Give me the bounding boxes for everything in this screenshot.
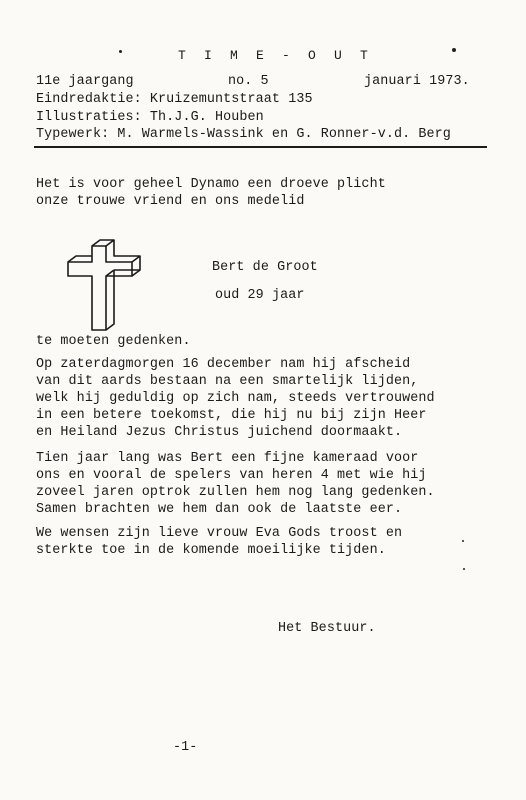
paragraph-line: sterkte toe in de komende moeilijke tijden. (36, 543, 386, 558)
paragraph-line: Op zaterdagmorgen 16 december nam hij afscheid (36, 357, 411, 372)
paragraph-line: in een betere toekomst, die hij nu bij zijn Heer (36, 408, 427, 423)
paragraph-line: zoveel jaren optrok zullen hem nog lang gedenken. (36, 485, 435, 500)
remembrance-line: te moeten gedenken. (36, 334, 191, 349)
intro-line: onze trouwe vriend en ons medelid (36, 194, 305, 209)
page-number: -1- (173, 740, 198, 755)
cross-icon (62, 236, 144, 336)
typing-credit: Typewerk: M. Warmels-Wassink en G. Ronner-v.d. Berg (36, 127, 451, 142)
paragraph-line: Samen brachten we hem dan ook de laatste eer. (36, 502, 403, 517)
ink-speck (452, 48, 456, 52)
issue-number: no. 5 (228, 74, 269, 89)
newsletter-title: T I M E - O U T (178, 48, 374, 63)
paragraph-line: en Heiland Jezus Christus juichend doormaakt. (36, 425, 403, 440)
paragraph-line: ons en vooral de spelers van heren 4 met wie hij (36, 468, 427, 483)
signature: Het Bestuur. (278, 621, 376, 636)
paragraph-line: Tien jaar lang was Bert een fijne kameraad voor (36, 451, 419, 466)
ink-speck (119, 50, 122, 53)
paragraph-line: van dit aards bestaan na een smartelijk lijden, (36, 374, 419, 389)
deceased-age: oud 29 jaar (215, 288, 305, 303)
header-divider (34, 146, 487, 148)
ink-speck (463, 568, 465, 570)
ink-speck (462, 540, 464, 542)
illustrations-credit: Illustraties: Th.J.G. Houben (36, 110, 264, 125)
volume-label: 11e jaargang (36, 74, 134, 89)
deceased-name: Bert de Groot (212, 260, 318, 275)
paragraph-line: welk hij geduldig op zich nam, steeds vertrouwend (36, 391, 435, 406)
intro-line: Het is voor geheel Dynamo een droeve plicht (36, 177, 386, 192)
issue-date: januari 1973. (364, 74, 470, 89)
editorial-address: Eindredaktie: Kruizemuntstraat 135 (36, 92, 313, 107)
paragraph-line: We wensen zijn lieve vrouw Eva Gods troost en (36, 526, 403, 541)
